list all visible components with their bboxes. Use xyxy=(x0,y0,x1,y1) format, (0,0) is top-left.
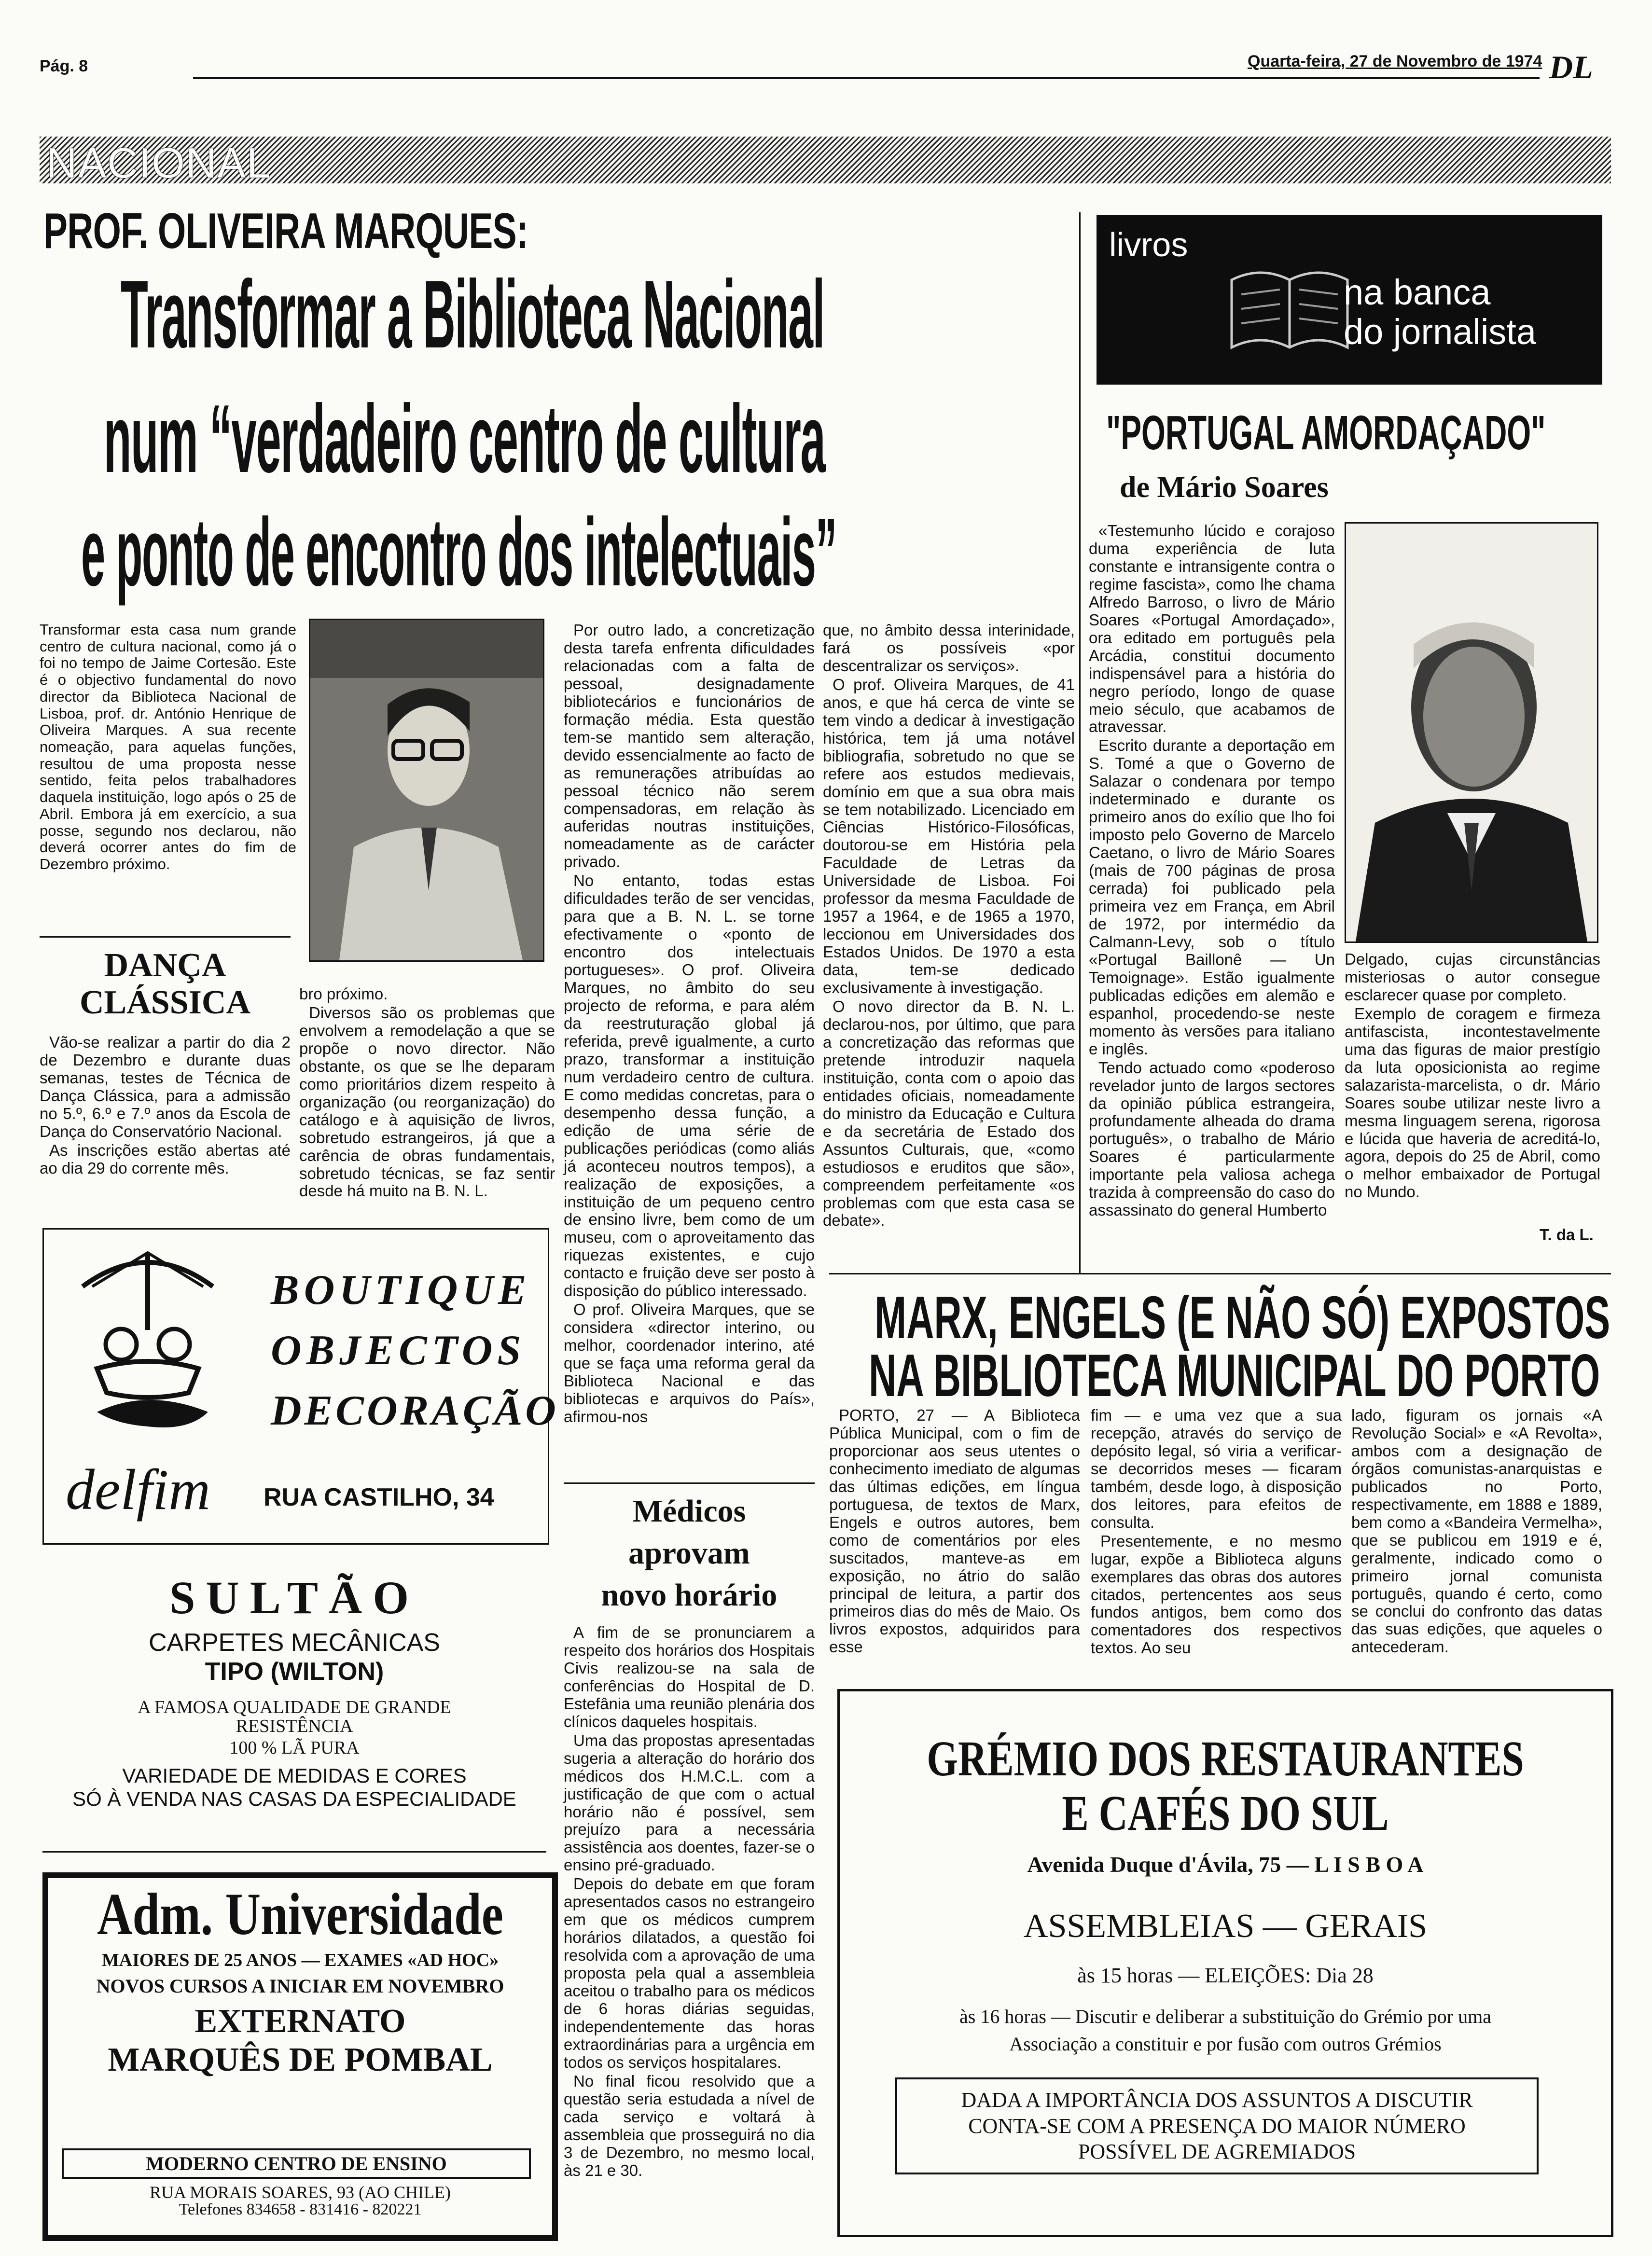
lead-headline-line3: e ponto de encontro dos intelectuais” xyxy=(81,498,837,606)
livros-column-2: Delgado, cujas circunstâncias misteriosas o autor consegue esclarecer quase por completo. Exemplo de coragem e firmeza antifascista, incontestavelmente uma das figuras de maior prestígio da luta oposicionista ao regime salazarista-marcelista, o dr. Mário Soares soube utilizar neste livro a mesma linguagem serena, rigorosa e lúcida que haveria de acreditá-lo, agora, depois do 25 de Abril, como o melhor embaixador de Portugal no Mundo. xyxy=(1345,950,1600,1201)
portrait-oliveira-marques xyxy=(309,619,544,962)
lead-column-4: que, no âmbito dessa interinidade, fará os possíveis «por descentralizar os serviços». O prof. Oliveira Marques, de 41 anos, e que há cerca de vinte se tem vindo a dedicar à investigação histórica, tem já uma notável bibliografia, sobretudo no que se refere aos estudos medievais, domínio em que a sua obra mais se tem notabilizado. Licenciado em Ciências Histórico-Filosóficas, doutorou-se em História pela Faculdade de Letras da Universidade de Lisboa. Foi professor da mesma Faculdade de 1957 a 1964, e de 1965 a 1970, leccionou em Universidades dos Estados Unidos. De 1970 a esta data, tem-se dedicado exclusivamente à investigação. O novo director da B. N. L. declarou-nos, por último, que para a concretização das reformas que pretende introduzir naquela instituição, conta com o apoio das entidades oficiais, nomeadamente do ministro da Educação e Cultura e da secretária de Estado dos Assuntos Culturais, que, «como estudiosos e eruditos que são», compreendem perfeitamente «os problemas com que esta casa se debate». xyxy=(823,621,1075,1230)
gremio-notice: DADA A IMPORTÂNCIA DOS ASSUNTOS A DISCUTIR CONTA-SE COM A PRESENÇA DO MAIOR NÚMERO POSSÍVEL DE AGREMIADOS xyxy=(895,2077,1539,2174)
livros-title: "PORTUGAL AMORDAÇADO" xyxy=(1106,406,1546,460)
livros-banner-word2: na banca xyxy=(1344,272,1491,312)
boutique-line3: DECORAÇÃO xyxy=(271,1387,559,1434)
medicos-title: Médicos aprovam novo horário xyxy=(601,1494,777,1613)
danca-text: Vão-se realizar a partir do dia 2 de Dezembro e durante duas semanas, testes de Técnica de Dança Clássica, para a admissão no 5.º, 6.º e 7.º anos da Escola de Dança do Conservatório Nacional. As inscrições estão abertas até ao dia 29 do corrente mês. xyxy=(40,1033,291,1177)
lead-intro: Transformar esta casa num grande centro de cultura nacional, como já o foi no tempo de Jaime Cortesão. Este é o objectivo fundamental do novo director da Biblioteca Nacional de Lisboa, prof. dr. António Henrique de Oliveira Marques. A sua recente nomeação, para aquelas funções, resultou de uma proposta nesse sentido, feita pelos trabalhadores daquela instituição, logo após o 25 de Abril. Embora já em exercício, a sua posse, segundo nos declarou, não deverá ocorrer antes do fim de Dezembro próximo. xyxy=(40,621,296,873)
sultao-ad: SULTÃO CARPETES MECÂNICAS TIPO (WILTON) A FAMOSA QUALIDADE DE GRANDE RESISTÊNCIA 100 % LÃ PURA VARIEDADE DE MEDIDAS E CORES SÓ À VENDA NAS CASAS DA ESPECIALIDADE xyxy=(42,1571,546,1811)
externato-title: Adm. Universidade xyxy=(97,1881,503,1947)
decorative-fountain-logo xyxy=(63,1243,232,1436)
marx-headline-1: MARX, ENGELS (E NÃO SÓ) EXPOSTOS xyxy=(875,1285,1610,1351)
page-number: Pág. 8 xyxy=(40,57,88,75)
externato-subtitle-box: MODERNO CENTRO DE ENSINO xyxy=(62,2148,531,2179)
medicos-text: A fim de se pronunciarem a respeito dos horários dos Hospitais Civis realizou-se na sala de conferências do Hospital de D. Estefânia uma reunião plenária dos clínicos daqueles hospitais. Uma das propostas apresentadas sugeria a alteração do horário dos médicos dos H.M.C.L. com a justificação de que com o actual horário não é possível, sem prejuízo para a necessária assistência aos doentes, fazer-se o ensino pré-graduado. Depois do debate em que foram apresentados casos no estrangeiro em que os médicos cumprem horários dilatados, a questão foi resolvida com a aprovação de uma proposta pela qual a assembleia aceitou o trabalho para os médicos de 6 horas diárias seguidas, independentemente das horas extraordinárias para a urgência em todos os serviços hospitalares. No final ficou resolvido que a questão seria estudada a nível de cada serviço e voltará à assembleia que prosseguirá no dia 3 de Dezembro, no mesmo local, às 21 e 30. xyxy=(564,1623,815,2179)
livros-banner-word3: do jornalista xyxy=(1344,312,1537,352)
livros-column-1: «Testemunho lúcido e corajoso duma experiência de luta constante e intransigente contra o regime fascista», como lhe chama Alfredo Barroso, o livro de Mário Soares «Portugal Amordaçado», ora editado em português pela Arcádia, constitui documento indispensável para a história do negro período, longo de quase meio século, que acabamos de atravessar. Escrito durante a deportação em S. Tomé a que o Governo de Salazar o condenara por tempo indeterminado e durante os primeiro anos do exílio que lho foi imposto pelo Governo de Marcelo Caetano, o livro de Mário Soares (mais de 700 páginas de prosa cerrada) foi publicado pela primeira vez em França, em Abril de 1972, por intermédio da Calmann-Levy, sob o título «Portugal Baillonê — Un Temoignage». Estão igualmente publicadas edições em alemão e espanhol, procedendo-se neste momento às versões para italiano e inglês. Tendo actuado como «poderoso revelador junto de largos sectores da opinião pública estrangeira, profundamente alheada do drama português», o trabalho de Mário Soares é particularmente importante pela valiosa achega trazida à compreensão do caso do assassinato do general Humberto xyxy=(1089,522,1335,1219)
marx-column-2: fim — e uma vez que a sua recepção, através do serviço de depósito legal, só viria a verificar-se decorridos meses — ficaram também, desde logo, à disposição dos leitores, para efeitos de consulta. Presentemente, e no mesmo lugar, expõe a Biblioteca alguns exemplares das obras dos autores citados, pertencentes aos seus fundos antigos, bem como dos comentadores dos respectivos textos. Ao seu xyxy=(1091,1406,1342,1657)
boutique-line1: BOUTIQUE xyxy=(271,1267,531,1314)
gremio-title-1: GRÉMIO DOS RESTAURANTES xyxy=(927,1731,1524,1786)
portrait-mario-soares xyxy=(1345,522,1598,943)
issue-date: Quarta-feira, 27 de Novembro de 1974 xyxy=(1248,52,1542,70)
livros-banner-word1: livros xyxy=(1109,226,1188,263)
medicos-top-rule xyxy=(564,1482,815,1484)
sidebar-divider xyxy=(1079,212,1081,1274)
section-label: NACIONAL xyxy=(46,139,271,187)
danca-top-rule xyxy=(40,936,291,938)
boutique-brand: delfim xyxy=(66,1457,210,1522)
marx-headline-2: NA BIBLIOTECA MUNICIPAL DO PORTO xyxy=(869,1343,1600,1409)
livros-banner xyxy=(1097,215,1602,385)
open-book-icon xyxy=(1227,251,1352,357)
section-band xyxy=(40,137,1611,187)
marx-column-1: PORTO, 27 — A Biblioteca Pública Municipal, com o fim de proporcionar aos seus utentes o conhecimento imediato de algumas das últimas edições, em língua portuguesa, de textos de Marx, Engels e outros autores, bem como de comentários por eles suscitados, manteve-as em exposição, no átrio do salão principal de leitura, a partir dos primeiros dias do mês de Maio. Os livros expostos, adquiridos para esse xyxy=(829,1406,1080,1656)
externato-ad: Adm. Universidade MAIORES DE 25 ANOS — EXAMES «AD HOC» NOVOS CURSOS A INICIAR EM NOVEMBRO EXTERNATO MARQUÊS DE POMBAL MODERNO CENTRO DE ENSINO RUA MORAIS SOARES, 93 (AO CHILE) Telefones 834658 - 831416 - 820221 xyxy=(42,1872,558,2241)
lead-headline-line1: Transformar a Biblioteca Nacional xyxy=(121,261,824,368)
lead-headline-line2: num “verdadeiro centro de cultura xyxy=(104,385,825,493)
marx-top-rule xyxy=(829,1273,1611,1274)
marx-column-3: lado, figuram os jornais «A Revolução Social» e «A Revolta», ambos com a designação de órgãos comunistas-anarquistas e publicados no Porto, respectivamente, em 1888 e 1889, bem como a «Bandeira Vermelha», que se publicou em 1919 e é, geralmente, indicado como o primeiro jornal comunista português, quando é certo, como se conclui do confronto das datas das suas edições, que aqueles o antecederam. xyxy=(1351,1406,1602,1656)
danca-title: DANÇA CLÁSSICA xyxy=(80,947,250,1021)
newspaper-logo: DL xyxy=(1549,49,1593,85)
livros-signature: T. da L. xyxy=(1540,1226,1594,1244)
lead-column-2: bro próximo. Diversos são os problemas que envolvem a remodelação a que se propõe o novo director. Não obstante, os que se lhe deparam como prioritários dizem respeito à organização (ou reorganização) do catálogo e à aquisição de livros, sobretudo estrangeiros, já que a carência de obras fundamentais, sobretudo técnicas, se faz sentir desde há muito na B. N. L. xyxy=(299,985,555,1200)
masthead-rule xyxy=(193,77,1540,79)
boutique-ad xyxy=(42,1228,559,1545)
livros-byline: de Mário Soares xyxy=(1120,471,1329,504)
boutique-address: RUA CASTILHO, 34 xyxy=(264,1483,494,1511)
gremio-ad: GRÉMIO DOS RESTAURANTES E CAFÉS DO SUL Avenida Duque d'Ávila, 75 — L I S B O A ASSEMBLEIAS — GERAIS às 15 horas — ELEIÇÕES: Dia 28 às 16 horas — Discutir e deliberar a substituição do Grémio por uma Associação a constituir e por fusão com outros Grémios DADA A IMPORTÂNCIA DOS ASSUNTOS A DISCUTIR CONTA-SE COM A PRESENÇA DO MAIOR NÚMERO POSSÍVEL DE AGREMIADOS xyxy=(837,1689,1613,2237)
gremio-assembleias: ASSEMBLEIAS — GERAIS xyxy=(1023,1908,1428,1945)
lead-kicker: PROF. OLIVEIRA MARQUES: xyxy=(43,203,528,259)
lead-column-3: Por outro lado, a concretização desta tarefa enfrenta dificuldades relacionadas com a falta de pessoal, designadamente bibliotecários e funcionários de formação média. Esta questão tem-se mantido sem alteração, devido essencialmente ao facto de as remunerações atribuídas ao pessoal técnico não serem compensadoras, em relação às auferidas noutras instituições, nomeadamente as de carácter privado. No entanto, todas estas dificuldades terão de ser vencidas, para que a B. N. L. se torne efectivamente o «ponto de encontro dos intelectuais portugueses». O prof. Oliveira Marques, no âmbito do seu projecto de reforma, e para além da reestruturação global já referida, prevê igualmente, a curto prazo, transformar a instituição num verdadeiro centro de cultura. E como medidas concretas, para o desempenho dessa função, a edição de uma série de publicações periódicas (como aliás já aconteceu noutros tempos), a realização de exposições, a instituição de um pequeno centro de ensino livre, bem como de um museu, com o aproveitamento das riquezas existentes, e cujo contacto e fruição deve ser posto à disposição do público interessado. O prof. Oliveira Marques, que se considera «director interino, ou melhor, coordenador interino, até que se faça uma reforma geral da Biblioteca Nacional e das bibliotecas e arquivos do País», afirmou-nos xyxy=(564,621,815,1426)
gremio-title-2: E CAFÉS DO SUL xyxy=(1062,1785,1389,1841)
boutique-line2: OBJECTOS xyxy=(271,1327,526,1374)
sultao-name: SULTÃO xyxy=(169,1572,419,1623)
sultao-bottom-rule xyxy=(42,1851,546,1853)
